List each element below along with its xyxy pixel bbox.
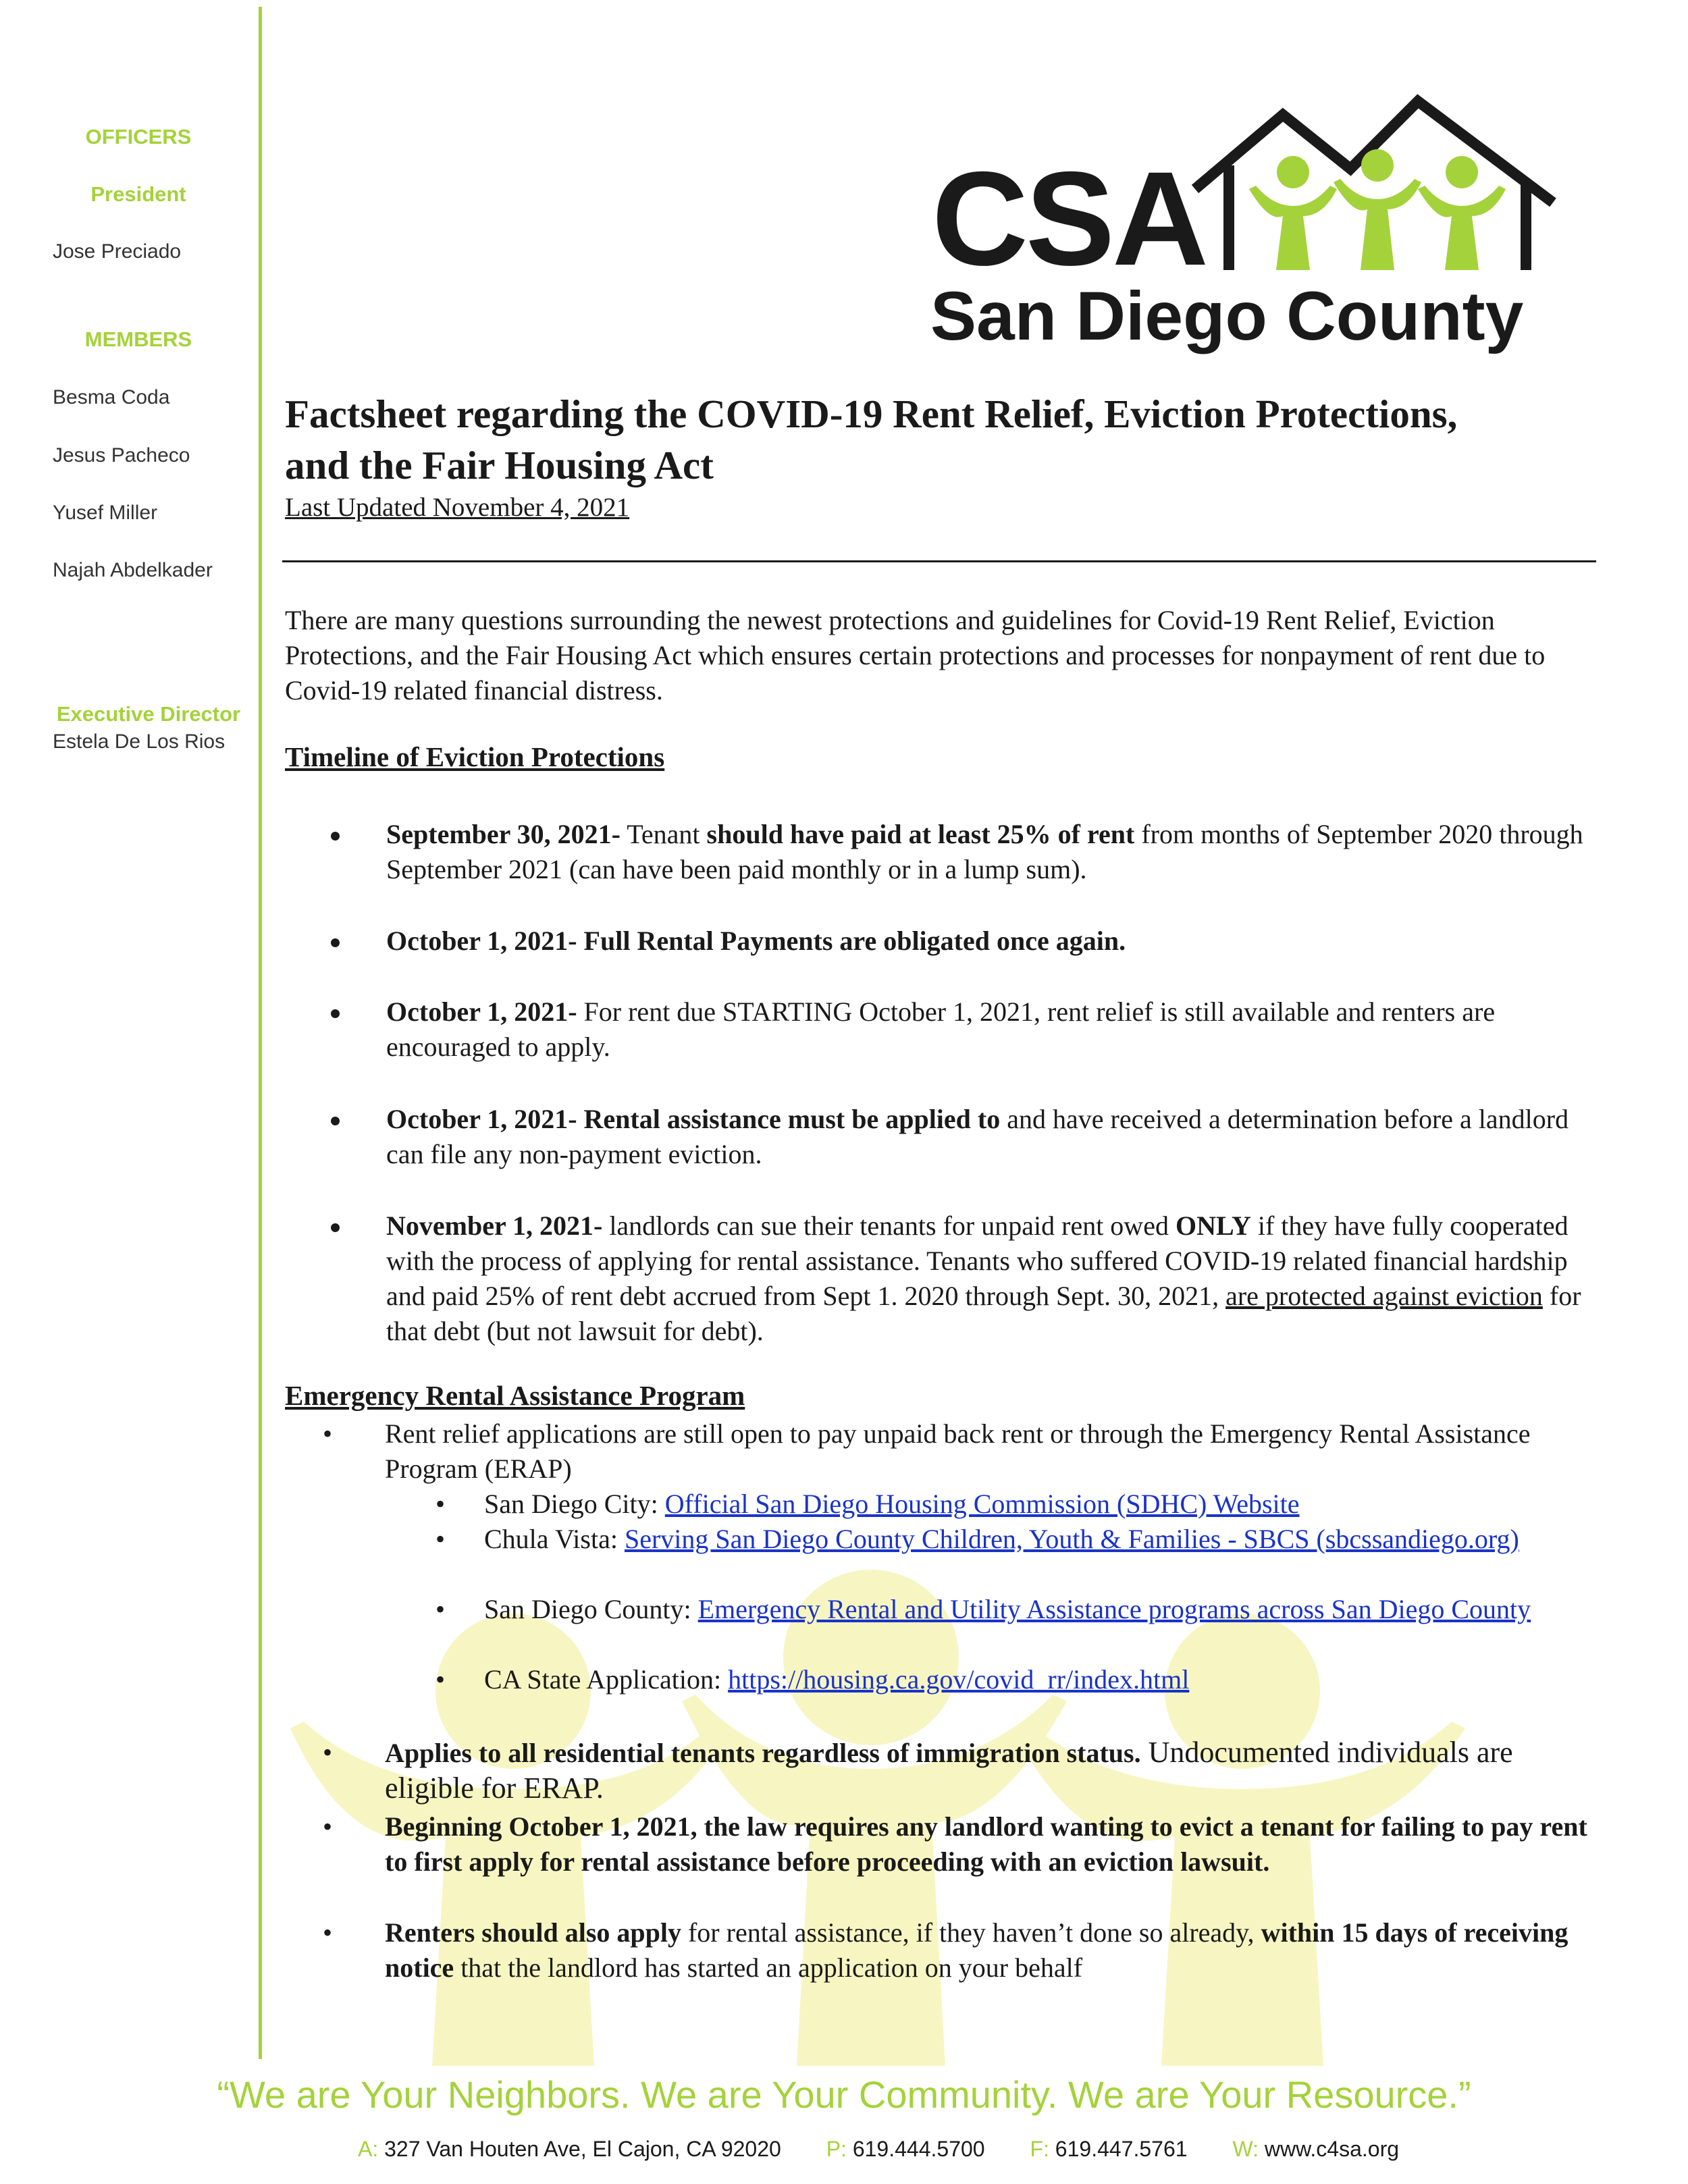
- member-name: Jesus Pacheco: [53, 444, 190, 467]
- last-updated: Last Updated November 4, 2021: [285, 493, 630, 522]
- bullet-icon: [331, 1009, 340, 1018]
- erap-heading: Emergency Rental Assistance Program: [285, 1380, 745, 1411]
- fax-label: F:: [1030, 2137, 1049, 2161]
- intro-paragraph: There are many questions surrounding the newest protections and guidelines for Covid-19 Rent Relief, Eviction Protections, and the Fair Housing Act which ensures certain protections and processes for nonpayment of rent due to Covid-19 related financial distress.: [285, 605, 1546, 705]
- bullet-icon: •: [436, 1664, 446, 1695]
- web-label: W:: [1232, 2137, 1259, 2161]
- bullet-icon: •: [323, 1737, 333, 1767]
- link-label: CA State Application:: [484, 1664, 729, 1695]
- bullet-icon: •: [323, 1917, 333, 1948]
- logo-csa-text: CSA: [932, 144, 1207, 293]
- member-name: Besma Coda: [53, 386, 170, 408]
- title-line: and the Fair Housing Act: [285, 443, 714, 487]
- timeline-text: For rent due STARTING October 1, 2021, rent relief is still available and renters are encouraged to apply.: [386, 996, 1496, 1062]
- timeline-emphasis: ONLY: [1175, 1210, 1251, 1241]
- timeline-item: [331, 924, 1600, 959]
- erap-item: [323, 1735, 1606, 1807]
- phone-label: P:: [826, 2137, 847, 2161]
- timeline-item: [331, 817, 1600, 887]
- address-text: 327 Van Houten Ave, El Cajon, CA 92020: [384, 2137, 781, 2161]
- timeline-item: [331, 1102, 1600, 1172]
- bullet-icon: •: [436, 1524, 446, 1554]
- bullet-icon: [331, 938, 340, 947]
- phone-text: 619.444.5700: [852, 2137, 985, 2161]
- bullet-icon: [331, 832, 340, 841]
- timeline-item: [331, 994, 1600, 1065]
- president-heading: President: [90, 182, 186, 206]
- timeline-text: Tenant: [621, 819, 707, 849]
- erap-emphasis: Applies to all residential tenants regardless of immigration status.: [385, 1738, 1141, 1768]
- timeline-date: October 1, 2021- Full Rental Payments are obligated once again.: [386, 926, 1126, 956]
- timeline-date: November 1, 2021-: [386, 1210, 603, 1241]
- link-label: San Diego County:: [484, 1594, 698, 1624]
- erap-item: [323, 1915, 1606, 1986]
- erap-emphasis: Renters should also apply: [385, 1917, 681, 1948]
- address-label: A:: [358, 2137, 379, 2161]
- bullet-icon: [331, 1223, 340, 1232]
- executive-director-heading: Executive Director: [56, 702, 241, 726]
- executive-director-name: Estela De Los Rios: [53, 730, 226, 753]
- website-link[interactable]: www.c4sa.org: [1264, 2137, 1400, 2161]
- erap-intro: Rent relief applications are still open to pay unpaid back rent or through the Emergency Rental Assistance Program (ERAP): [385, 1418, 1531, 1484]
- timeline-date: October 1, 2021-: [386, 996, 577, 1027]
- erap-text: that the landlord has started an application on your behalf: [454, 1952, 1083, 1983]
- member-name: Najah Abdelkader: [53, 559, 213, 581]
- erap-link-item: [436, 1662, 1583, 1697]
- bullet-icon: •: [323, 1811, 333, 1842]
- erap-link-item: [436, 1487, 1583, 1522]
- erap-emphasis: Beginning October 1, 2021, the law requires any landlord wanting to evict a tenant for failing to pay rent to first apply for rental assistance before proceeding with an eviction lawsuit.: [385, 1811, 1587, 1877]
- bullet-icon: •: [436, 1489, 446, 1519]
- timeline-text: if they have fully cooperated with the process of applying for rental assistance. Tenants who suffered COVID-19 related financial hardship and paid 25% of rent debt accrued from Sept 1. 2020 through Sept. 30, 2021,: [386, 1210, 1568, 1311]
- bullet-icon: [331, 1117, 340, 1125]
- erap-emphasis: within 15 days of receiving notice: [385, 1917, 1568, 1983]
- sidebar-divider: [259, 7, 262, 2059]
- title-line: Factsheet regarding the COVID-19 Rent Relief, Eviction Protections,: [285, 392, 1458, 436]
- erap-item: [323, 1809, 1606, 1880]
- state-application-link[interactable]: https://housing.ca.gov/covid_rr/index.html: [728, 1664, 1190, 1695]
- county-assistance-link[interactable]: Emergency Rental and Utility Assistance programs across San Diego County: [697, 1594, 1531, 1624]
- timeline-text: for that debt (but not lawsuit for debt).: [386, 1281, 1581, 1346]
- document-title: [285, 388, 1608, 491]
- bullet-icon: •: [436, 1594, 446, 1624]
- timeline-item: [331, 1208, 1600, 1349]
- erap-text: for rental assistance, if they haven’t done so already,: [681, 1917, 1261, 1948]
- csa-logo: [918, 88, 1566, 371]
- timeline-underline: are protected against eviction: [1225, 1281, 1543, 1311]
- sbcs-link[interactable]: Serving San Diego County Children, Youth & Families - SBCS (sbcssandiego.org): [624, 1524, 1519, 1554]
- officers-heading: OFFICERS: [85, 125, 192, 149]
- link-label: Chula Vista:: [484, 1524, 625, 1554]
- footer-slogan: “We are Your Neighbors. We are Your Community. We are Your Resource.”: [217, 2073, 1471, 2116]
- timeline-date: October 1, 2021- Rental assistance must be applied to: [386, 1104, 1001, 1134]
- member-name: Yusef Miller: [53, 502, 158, 524]
- erap-item: [323, 1416, 1606, 1487]
- erap-link-item: [436, 1592, 1583, 1627]
- timeline-date: September 30, 2021-: [386, 819, 621, 849]
- timeline-emphasis: should have paid at least 25% of rent: [706, 819, 1135, 849]
- members-heading: MEMBERS: [84, 327, 192, 351]
- erap-link-item: [436, 1522, 1583, 1557]
- footer-contact: [358, 2137, 1438, 2162]
- title-divider: [282, 560, 1596, 562]
- logo-county-text: San Diego County: [930, 277, 1524, 354]
- president-name: Jose Preciado: [53, 240, 182, 263]
- timeline-heading: Timeline of Eviction Protections: [285, 741, 665, 772]
- sdhc-website-link[interactable]: Official San Diego Housing Commission (SDHC) Website: [664, 1489, 1300, 1519]
- fax-text: 619.447.5761: [1055, 2137, 1188, 2161]
- link-label: San Diego City:: [484, 1489, 665, 1519]
- document-title-block: [285, 388, 1608, 523]
- timeline-text: from months of September 2020 through September 2021 (can have been paid monthly or in a lump sum).: [386, 819, 1583, 884]
- erap-text: Undocumented individuals are eligible for ERAP.: [385, 1736, 1513, 1805]
- timeline-text: and have received a determination before a landlord can file any non-payment eviction.: [386, 1104, 1569, 1169]
- timeline-text: landlords can sue their tenants for unpaid rent owed: [602, 1210, 1176, 1241]
- bullet-icon: •: [323, 1418, 333, 1449]
